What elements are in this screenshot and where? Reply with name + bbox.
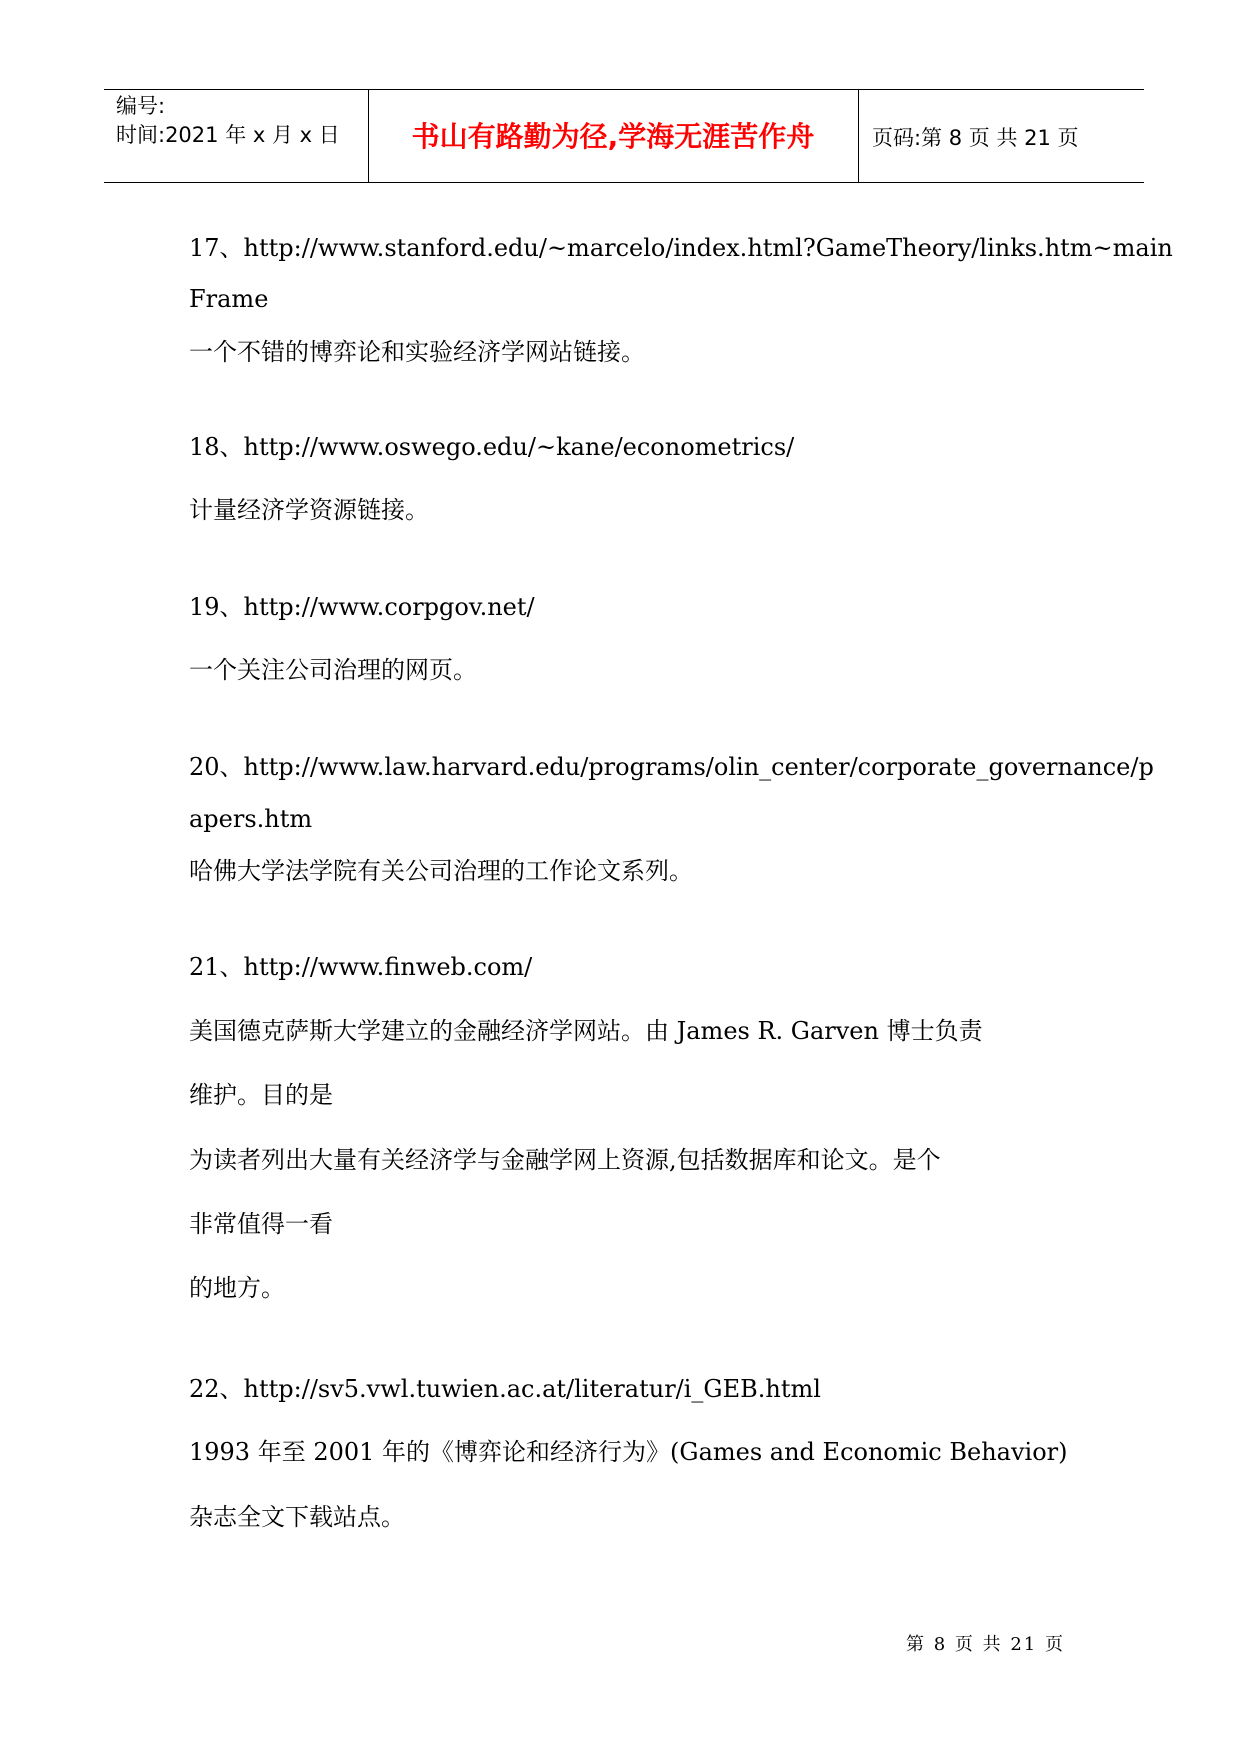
entry-18-desc: 计量经济学资源链接。 [189, 496, 429, 524]
entry-22-desc-line: 杂志全文下载站点。 [189, 1503, 405, 1531]
entry-22-url: 22、http://sv5.vwl.tuwien.ac.at/literatur/i_GEB.html [189, 1375, 821, 1403]
page-header [104, 89, 1144, 183]
doc-number-label: 编号: [116, 94, 166, 118]
header-meta [116, 92, 340, 150]
entry-17-desc: 一个不错的博弈论和实验经济学网站链接。 [189, 338, 645, 366]
entry-21-desc-line: 为读者列出大量有关经济学与金融学网上资源,包括数据库和论文。是个 [189, 1146, 941, 1174]
doc-date-label: 时间:2021 年 x 月 x 日 [116, 123, 340, 147]
entry-19-desc: 一个关注公司治理的网页。 [189, 656, 477, 684]
header-divider-right [858, 90, 859, 182]
page-footer: 第 8 页 共 21 页 [906, 1634, 1065, 1655]
entry-19-url: 19、http://www.corpgov.net/ [189, 593, 535, 621]
entry-20-url: 20、http://www.law.harvard.edu/programs/olin_center/corporate_governance/p [189, 753, 1154, 781]
entry-21-desc-line: 美国德克萨斯大学建立的金融经济学网站。由 James R. Garven 博士负责 [189, 1017, 983, 1045]
entry-22-desc-line: 1993 年至 2001 年的《博弈论和经济行为》(Games and Economic Behavior) [189, 1438, 1068, 1466]
header-motto: 书山有路勤为径,学海无涯苦作舟 [411, 120, 815, 153]
entry-17-url-cont: Frame [189, 285, 269, 313]
entry-21-desc-line: 非常值得一看 [189, 1210, 333, 1238]
entry-18-url: 18、http://www.oswego.edu/~kane/econometrics/ [189, 433, 795, 461]
entry-20-url-cont: apers.htm [189, 805, 313, 833]
entry-20-desc: 哈佛大学法学院有关公司治理的工作论文系列。 [189, 857, 693, 885]
header-page-label: 页码:第 8 页 共 21 页 [872, 126, 1079, 150]
entry-21-desc-line: 的地方。 [189, 1274, 285, 1302]
entry-21-url: 21、http://www.finweb.com/ [189, 953, 533, 981]
entry-21-desc-line: 维护。目的是 [189, 1081, 333, 1109]
entry-17-url: 17、http://www.stanford.edu/~marcelo/index.html?GameTheory/links.htm~main [189, 234, 1173, 262]
